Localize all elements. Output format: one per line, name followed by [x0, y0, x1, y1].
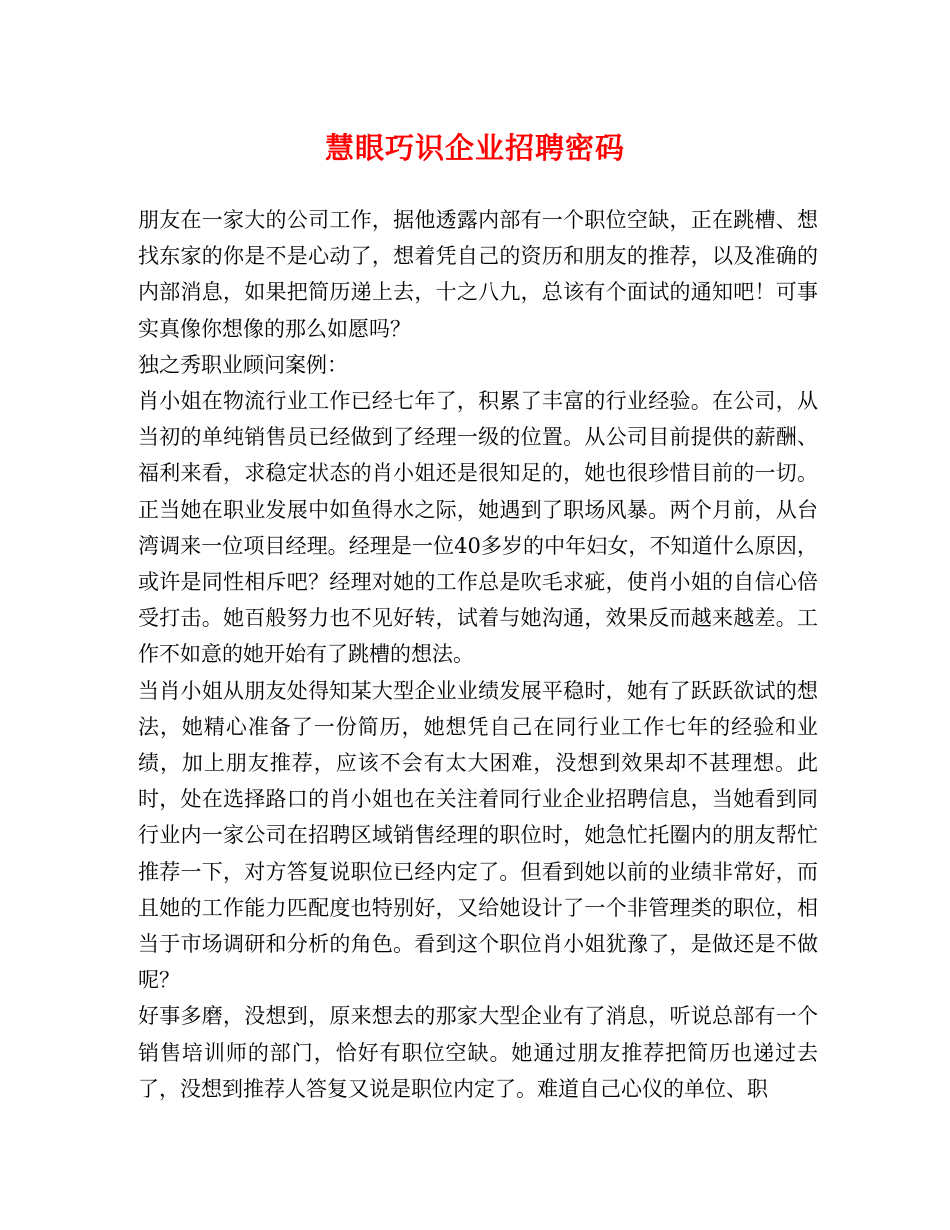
paragraph-case-heading: 独之秀职业顾问案例： [138, 352, 348, 377]
paragraph-intro: 朋友在一家大的公司工作，据他透露内部有一个职位空缺，正在跳槽、想找东家的你是不是心动了，想着凭自己的资历和朋友的推荐，以及准确的内部消息，如果把简历递上去，十之八九，总该有个面试的通知吧！可事实真像你想像的那么如愿吗？ [138, 208, 818, 341]
document-title: 慧眼巧识企业招聘密码 [324, 131, 625, 165]
paragraph-case-background: 肖小姐在物流行业工作已经七年了，积累了丰富的行业经验。在公司，从当初的单纯销售员已经做到了经理一级的位置。从公司目前提供的薪酬、福利来看，求稳定状态的肖小姐还是很知足的，她也很珍惜目前的一切。正当她在职业发展中如鱼得水之际，她遇到了职场风暴。两个月前，从台湾调来一位项目经理。经理是一位40多岁的中年妇女，不知道什么原因，或许是同性相斥吧？经理对她的工作总是吹毛求疵，使肖小姐的自信心倍受打击。她百般努力也不见好转，试着与她沟通，效果反而越来越差。工作不如意的她开始有了跳槽的想法。 [138, 389, 818, 667]
document-body [138, 202, 818, 1107]
paragraph-second-opportunity: 好事多磨，没想到，原来想去的那家大型企业有了消息，听说总部有一个销售培训师的部门，恰好有职位空缺。她通过朋友推荐把简历也递过去了，没想到推荐人答复又说是职位内定了。难道自己心仪的单位、职 [138, 1004, 818, 1101]
paragraph-job-search: 当肖小姐从朋友处得知某大型企业业绩发展平稳时，她有了跃跃欲试的想法，她精心准备了一份简历，她想凭自己在同行业工作七年的经验和业绩，加上朋友推荐，应该不会有太大困难，没想到效果却不甚理想。此时，处在选择路口的肖小姐也在关注着同行业企业招聘信息，当她看到同行业内一家公司在招聘区域销售经理的职位时，她急忙托圈内的朋友帮忙推荐一下，对方答复说职位已经内定了。但看到她以前的业绩非常好，而且她的工作能力匹配度也特别好，又给她设计了一个非管理类的职位，相当于市场调研和分析的角色。看到这个职位肖小姐犹豫了，是做还是不做呢？ [138, 678, 818, 993]
